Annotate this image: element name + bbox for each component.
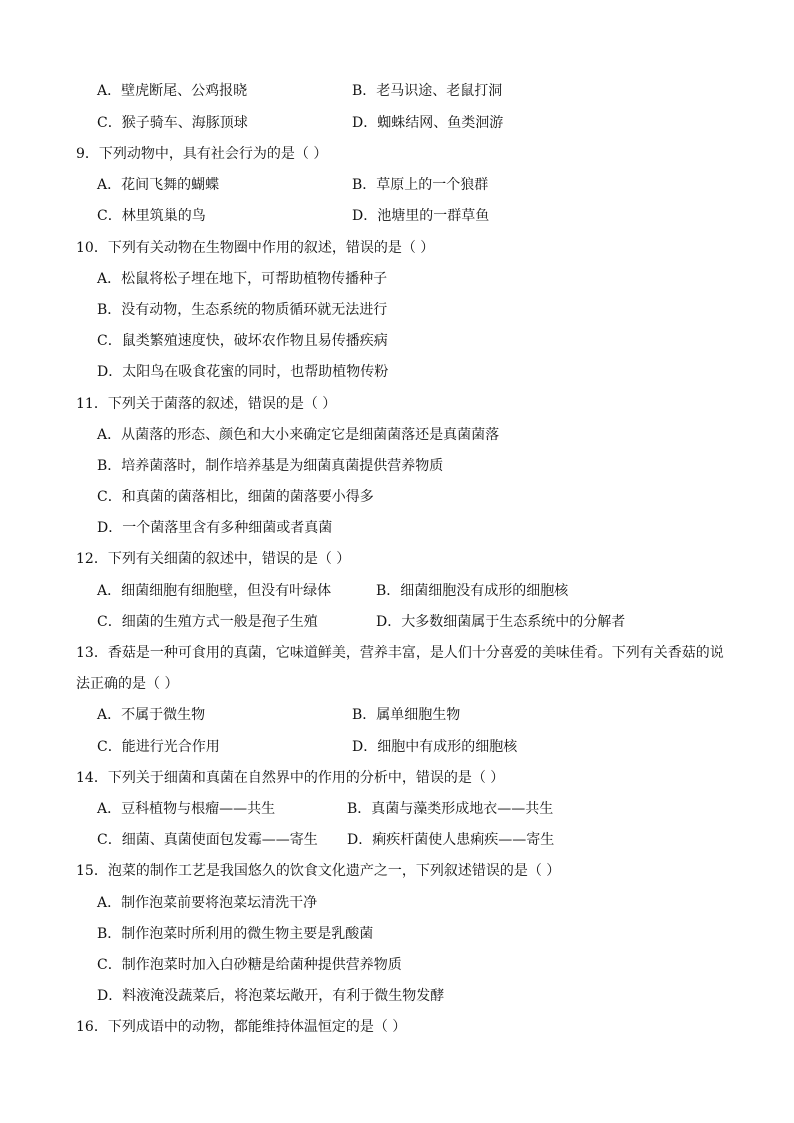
answer-option: A．花间飞舞的蝴蝶: [97, 177, 220, 193]
question-stem: 16．下列成语中的动物，都能维持体温恒定的是（ ）: [76, 1019, 407, 1035]
answer-option: B．属单细胞生物: [352, 707, 461, 723]
question-stem: 法正确的是（ ）: [76, 676, 179, 692]
answer-option: B．细菌细胞没有成形的细胞核: [376, 583, 569, 599]
answer-option: B．培养菌落时，制作培养基是为细菌真菌提供营养物质: [97, 458, 444, 474]
question-stem: 10．下列有关动物在生物圈中作用的叙述，错误的是（ ）: [76, 240, 435, 256]
answer-option: D．细胞中有成形的细胞核: [352, 739, 518, 755]
answer-option: A．从菌落的形态、颜色和大小来确定它是细菌菌落还是真菌菌落: [97, 427, 500, 443]
answer-option: A．制作泡菜前要将泡菜坛清洗干净: [97, 895, 318, 911]
answer-option: C．制作泡菜时加入白砂糖是给菌种提供营养物质: [97, 957, 402, 973]
answer-option: D．池塘里的一群草鱼: [352, 208, 490, 224]
answer-option: D．大多数细菌属于生态系统中的分解者: [376, 614, 626, 630]
answer-option: A．豆科植物与根瘤——共生: [97, 801, 276, 817]
answer-option: D．蜘蛛结网、鱼类洄游: [352, 115, 504, 131]
answer-option: A．松鼠将松子埋在地下，可帮助植物传播种子: [97, 271, 388, 287]
question-stem: 12．下列有关细菌的叙述中，错误的是（ ）: [76, 551, 351, 567]
answer-option: C．能进行光合作用: [97, 739, 220, 755]
answer-option: C．和真菌的菌落相比，细菌的菌落要小得多: [97, 489, 374, 505]
answer-option: A．壁虎断尾、公鸡报晓: [97, 83, 248, 99]
answer-option: C．林里筑巢的鸟: [97, 208, 206, 224]
answer-option: C．细菌、真菌使面包发霉——寄生: [97, 832, 318, 848]
answer-option: D．痢疾杆菌使人患痢疾——寄生: [347, 832, 555, 848]
answer-option: B．真菌与藻类形成地衣——共生: [347, 801, 554, 817]
answer-option: D．料液淹没蔬菜后，将泡菜坛敞开，有利于微生物发酵: [97, 988, 445, 1004]
question-stem: 13．香菇是一种可食用的真菌，它味道鲜美，营养丰富，是人们十分喜爱的美味佳肴。下列有关香菇的说: [76, 645, 724, 661]
question-stem: 14．下列关于细菌和真菌在自然界中的作用的分析中，错误的是（ ）: [76, 770, 505, 786]
question-stem: 9．下列动物中，具有社会行为的是（ ）: [76, 146, 328, 162]
answer-option: A．细菌细胞有细胞壁，但没有叶绿体: [97, 583, 332, 599]
answer-option: A．不属于微生物: [97, 707, 206, 723]
answer-option: D．太阳鸟在吸食花蜜的同时，也帮助植物传粉: [97, 364, 389, 380]
question-stem: 11．下列关于菌落的叙述，错误的是（ ）: [76, 396, 337, 412]
answer-option: B．制作泡菜时所利用的微生物主要是乳酸菌: [97, 926, 374, 942]
answer-option: C．鼠类繁殖速度快，破坏农作物且易传播疾病: [97, 333, 388, 349]
answer-option: B．老马识途、老鼠打洞: [352, 83, 503, 99]
answer-option: D．一个菌落里含有多种细菌或者真菌: [97, 520, 333, 536]
answer-option: C．细菌的生殖方式一般是孢子生殖: [97, 614, 318, 630]
question-stem: 15．泡菜的制作工艺是我国悠久的饮食文化遗产之一，下列叙述错误的是（ ）: [76, 863, 561, 879]
answer-option: B．没有动物，生态系统的物质循环就无法进行: [97, 302, 388, 318]
answer-option: B．草原上的一个狼群: [352, 177, 489, 193]
answer-option: C．猴子骑车、海豚顶球: [97, 115, 248, 131]
